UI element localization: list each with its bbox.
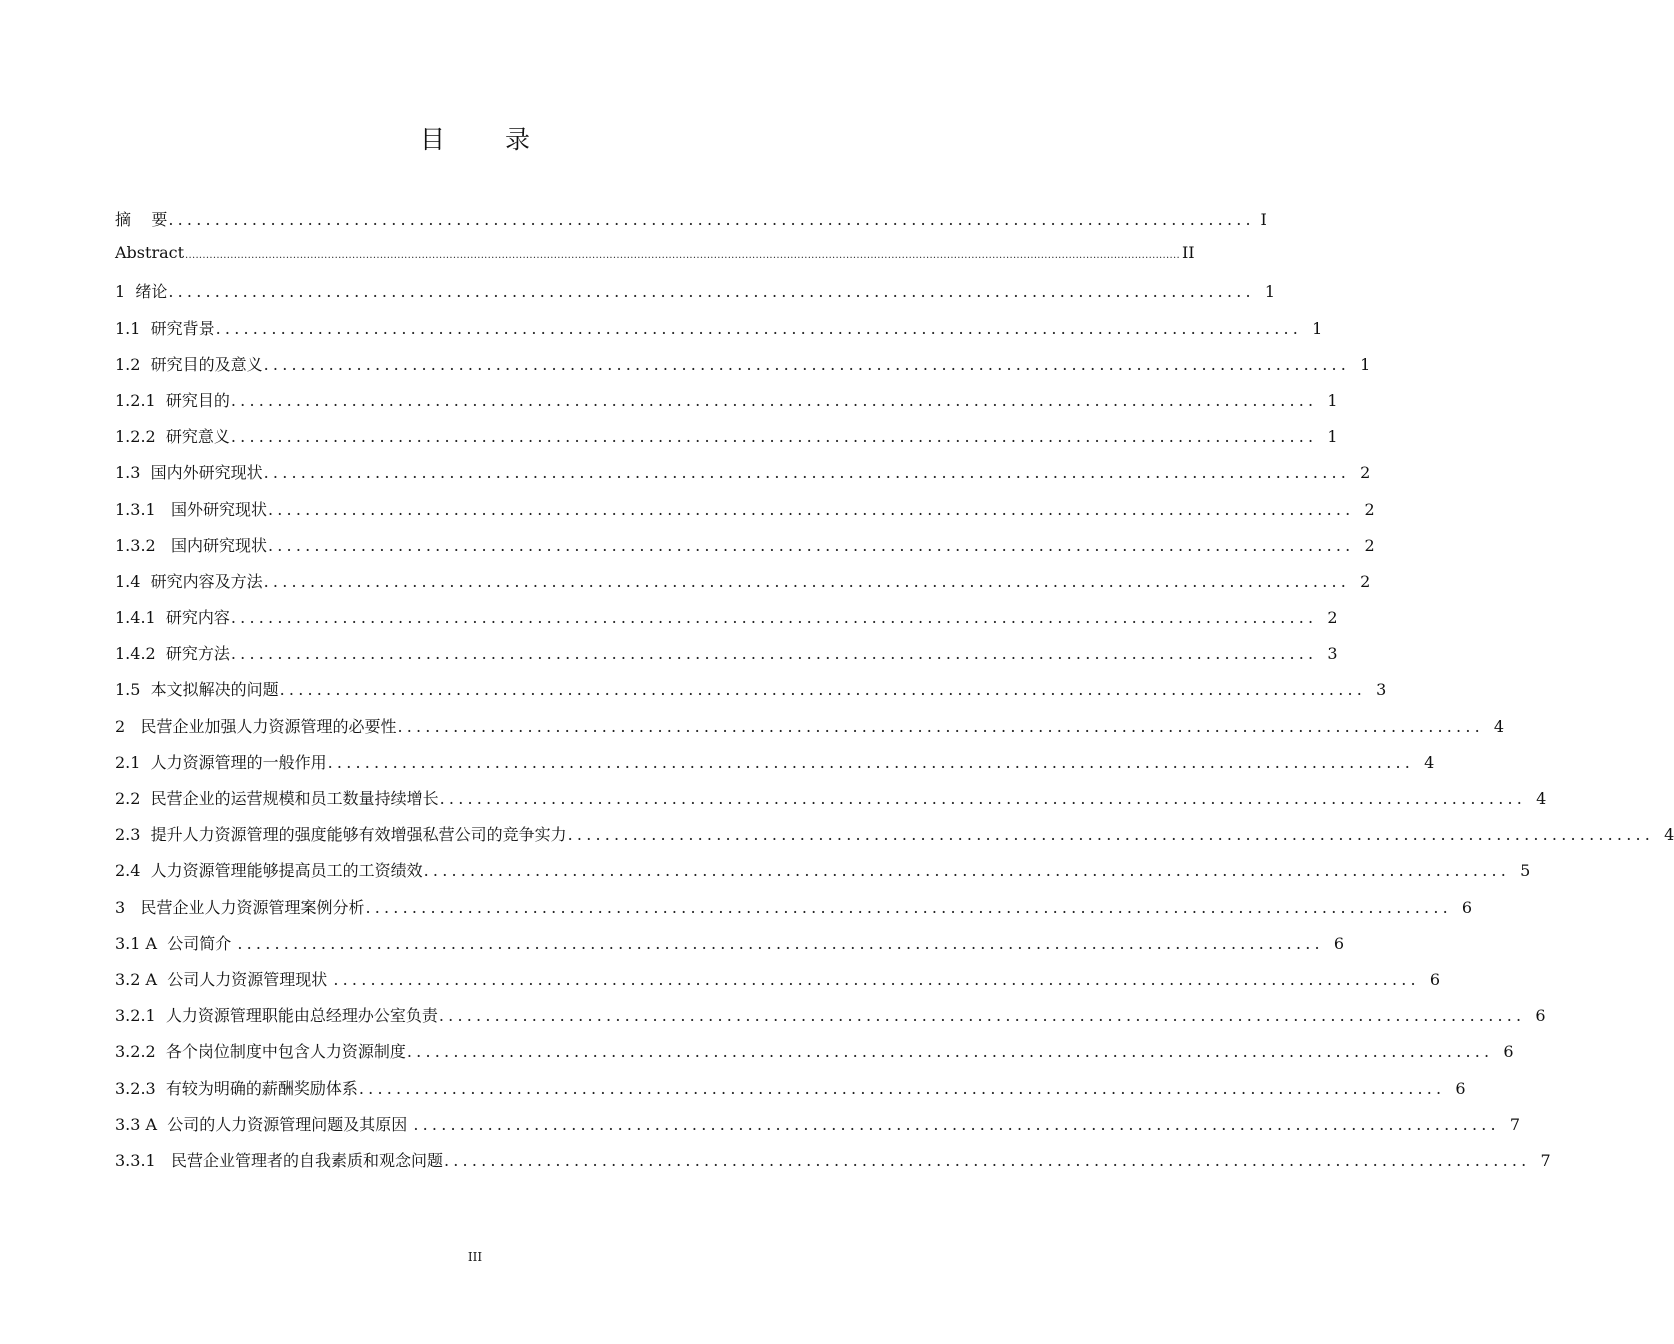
toc-entry-page: 6 — [1461, 897, 1473, 917]
toc-entry-page: 2 — [1327, 608, 1338, 628]
toc-entry-label: 2.4 人力资源管理能够提高员工的工资绩效 — [115, 861, 423, 881]
dot-leader: ..................................................................................................................... — [443, 1150, 1531, 1170]
toc-entry[interactable] — [115, 895, 1473, 931]
toc-entry-label: 1.3.2 国内研究现状 — [115, 535, 267, 555]
toc-entry-label: 摘 要 — [115, 210, 168, 229]
toc-entry-page: 6 — [1455, 1078, 1466, 1098]
dot-leader: ..................................................................................................................... — [263, 571, 1351, 591]
dot-leader: ..................................................................................................................... — [413, 1114, 1500, 1134]
toc-entry[interactable] — [115, 858, 1531, 894]
toc-entry-page: II — [1181, 243, 1195, 263]
toc-entry-page: 1 — [1327, 390, 1338, 410]
dot-leader: ..................................................................................................................... — [439, 789, 1527, 808]
dot-leader: ..................................................................................................................... — [365, 897, 1452, 917]
toc-entry-page: 3 — [1327, 644, 1338, 664]
dot-leader: ..................................................................................................................... — [168, 282, 1255, 302]
dot-leader: ..................................................................................................................... — [358, 1078, 1446, 1098]
toc-entry-label: 2 民营企业加强人力资源管理的必要性 — [115, 716, 397, 736]
toc-entry-page: 2 — [1360, 463, 1371, 483]
toc-entry-label: 3.2.3 有较为明确的薪酬奖励体系 — [115, 1078, 358, 1098]
dot-leader: ..................................................................................................................... — [279, 680, 1367, 700]
toc-entry[interactable] — [115, 605, 1338, 641]
toc-entry-label: 1.4.2 研究方法 — [115, 644, 230, 664]
toc-entry[interactable] — [115, 316, 1323, 352]
toc-entry-label: 2.2 民营企业的运营规模和员工数量持续增长 — [115, 789, 439, 808]
toc-entry-label: 3.1 A 公司简介 — [115, 933, 237, 953]
toc-entry-page: 5 — [1520, 861, 1531, 881]
dot-leader: ..................................................................................................................... — [327, 752, 1415, 772]
toc-entry[interactable] — [115, 822, 1674, 858]
dot-leader: ..................................................................................................................... — [397, 716, 1484, 736]
toc-entry-label: 1.2.1 研究目的 — [115, 390, 230, 410]
dot-leader: ..................................................................................................................... — [267, 535, 1355, 555]
toc-entry[interactable] — [115, 1148, 1551, 1184]
toc-entry[interactable] — [115, 677, 1387, 713]
toc-entry[interactable] — [115, 497, 1375, 533]
toc-entry[interactable] — [115, 1076, 1466, 1112]
toc-entry-label: Abstract — [115, 243, 185, 263]
toc-entry[interactable] — [115, 460, 1371, 496]
toc-entry-page: 7 — [1540, 1150, 1551, 1170]
dot-leader: ..................................................................................................................... — [567, 825, 1655, 845]
toc-entry-label: 3.2.2 各个岗位制度中包含人力资源制度 — [115, 1042, 406, 1062]
toc-entry[interactable] — [115, 750, 1435, 786]
toc-entry[interactable] — [115, 352, 1371, 388]
toc-entry-page: 6 — [1503, 1042, 1514, 1062]
toc-entry[interactable] — [115, 967, 1441, 1003]
dot-leader: ..................................................................................................................... — [230, 644, 1318, 664]
toc-entry[interactable] — [115, 1112, 1521, 1148]
toc-entry-page: 6 — [1535, 1006, 1546, 1026]
toc-entry[interactable] — [115, 641, 1338, 677]
toc-entry-label: 1.2.2 研究意义 — [115, 427, 230, 447]
toc-entry-page: 4 — [1424, 752, 1435, 772]
toc-entry-page: 7 — [1509, 1114, 1521, 1134]
toc-entry-label: 3.2 A 公司人力资源管理现状 — [115, 969, 333, 989]
toc-entry-page: 4 — [1664, 825, 1674, 845]
toc-entry-label: 1 绪论 — [115, 282, 168, 302]
dot-leader: ..................................................................................................................... — [237, 933, 1324, 953]
page-title: 目 录 — [420, 125, 556, 154]
toc-entry-label: 1.3 国内外研究现状 — [115, 463, 263, 483]
toc-entry-label: 1.4.1 研究内容 — [115, 608, 230, 628]
dot-leader: ..................................................................................................................... — [230, 390, 1318, 410]
toc-entry[interactable] — [115, 569, 1371, 605]
dot-leader: ..................................................................................................................... — [168, 210, 1255, 229]
dot-leader: ..................................................................................................................... — [263, 354, 1351, 374]
toc-entry[interactable] — [115, 388, 1338, 424]
toc-entry-page: 6 — [1429, 969, 1441, 989]
dot-leader: ..................................................................................................................... — [215, 318, 1303, 338]
toc-entry[interactable] — [115, 279, 1276, 315]
toc-entry[interactable] — [115, 786, 1547, 822]
toc-entry-page: 3 — [1376, 680, 1387, 700]
toc-entry-page: 1 — [1360, 354, 1371, 374]
toc-entry[interactable] — [115, 931, 1345, 967]
dot-leader: ..................................................................................................................... — [438, 1006, 1526, 1026]
page-number: III — [467, 1250, 483, 1264]
toc-entry-page: 1 — [1264, 282, 1276, 302]
toc-entry-label: 3.3 A 公司的人力资源管理问题及其原因 — [115, 1114, 413, 1134]
dot-leader: .............................................................................................................................................................................................................................................................................................. — [185, 250, 1180, 262]
dot-leader: ..................................................................................................................... — [230, 427, 1318, 447]
toc-entry-label: 3.2.1 人力资源管理职能由总经理办公室负责 — [115, 1006, 438, 1026]
toc-entry-label: 2.3 提升人力资源管理的强度能够有效增强私营公司的竞争实力 — [115, 825, 567, 845]
toc-entry-label: 1.3.1 国外研究现状 — [115, 499, 267, 519]
toc-entry[interactable] — [115, 1039, 1514, 1075]
toc-entry-label: 1.4 研究内容及方法 — [115, 571, 263, 591]
dot-leader: ..................................................................................................................... — [333, 969, 1420, 989]
toc-entry-page: I — [1260, 210, 1267, 229]
toc-entry-label: 2.1 人力资源管理的一般作用 — [115, 752, 327, 772]
toc-entry-page: 1 — [1327, 427, 1338, 447]
toc-entry[interactable] — [115, 243, 1195, 279]
toc-entry-label: 1.5 本文拟解决的问题 — [115, 680, 279, 700]
toc-entry[interactable] — [115, 533, 1375, 569]
dot-leader: ..................................................................................................................... — [267, 499, 1355, 519]
toc-entry-page: 2 — [1364, 535, 1375, 555]
toc-entry[interactable] — [115, 714, 1505, 750]
dot-leader: ..................................................................................................................... — [263, 463, 1351, 483]
toc-entry-page: 1 — [1312, 318, 1323, 338]
toc-entry-label: 1.2 研究目的及意义 — [115, 354, 263, 374]
toc-entry-page: 6 — [1333, 933, 1345, 953]
toc-entry-page: 2 — [1360, 571, 1371, 591]
toc-entry-label: 3 民营企业人力资源管理案例分析 — [115, 897, 365, 917]
toc-entry[interactable] — [115, 424, 1338, 460]
toc-entry-label: 3.3.1 民营企业管理者的自我素质和观念问题 — [115, 1150, 443, 1170]
toc-entry-page: 4 — [1493, 716, 1505, 736]
dot-leader: ..................................................................................................................... — [423, 861, 1511, 881]
table-of-contents — [115, 207, 1674, 1184]
toc-entry-page: 4 — [1536, 789, 1547, 808]
dot-leader: ..................................................................................................................... — [230, 608, 1318, 628]
toc-entry-label: 1.1 研究背景 — [115, 318, 215, 338]
toc-entry[interactable] — [115, 1003, 1546, 1039]
toc-entry-page: 2 — [1364, 499, 1375, 519]
toc-entry[interactable] — [115, 207, 1267, 243]
dot-leader: ..................................................................................................................... — [406, 1042, 1494, 1062]
